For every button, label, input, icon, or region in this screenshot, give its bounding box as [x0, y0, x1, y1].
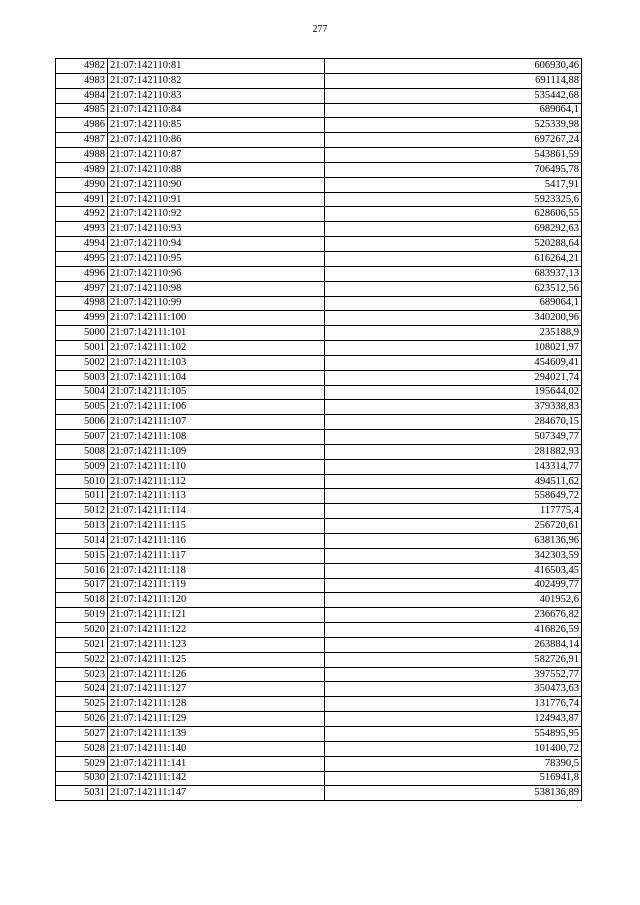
cadastral-number-cell: 21:07:142111:114 [108, 504, 325, 519]
value-cell: 108021,97 [325, 341, 582, 356]
cadastral-number-cell: 21:07:142111:101 [108, 326, 325, 341]
table-row [56, 88, 582, 103]
cadastral-number-cell: 21:07:142111:108 [108, 430, 325, 445]
cadastral-number-cell: 21:07:142110:88 [108, 162, 325, 177]
row-number-cell: 4999 [56, 311, 108, 326]
table-row [56, 296, 582, 311]
row-number-cell: 4994 [56, 237, 108, 252]
row-number-cell: 4992 [56, 207, 108, 222]
cadastral-number-cell: 21:07:142111:121 [108, 608, 325, 623]
value-cell: 416826,59 [325, 623, 582, 638]
row-number-cell: 4996 [56, 266, 108, 281]
table-row [56, 534, 582, 549]
row-number-cell: 5021 [56, 637, 108, 652]
cadastral-number-cell: 21:07:142110:91 [108, 192, 325, 207]
value-cell: 628606,55 [325, 207, 582, 222]
row-number-cell: 4990 [56, 177, 108, 192]
row-number-cell: 5030 [56, 771, 108, 786]
row-number-cell: 4995 [56, 251, 108, 266]
value-cell: 535442,68 [325, 88, 582, 103]
row-number-cell: 5026 [56, 712, 108, 727]
value-cell: 124943,87 [325, 712, 582, 727]
table-row [56, 415, 582, 430]
value-cell: 256720,61 [325, 519, 582, 534]
row-number-cell: 4987 [56, 133, 108, 148]
table-row [56, 697, 582, 712]
table-row [56, 59, 582, 74]
value-cell: 525339,98 [325, 118, 582, 133]
value-cell: 507349,77 [325, 430, 582, 445]
value-cell: 554895,95 [325, 726, 582, 741]
row-number-cell: 4997 [56, 281, 108, 296]
cadastral-number-cell: 21:07:142110:87 [108, 148, 325, 163]
cadastral-number-cell: 21:07:142111:115 [108, 519, 325, 534]
row-number-cell: 5010 [56, 474, 108, 489]
row-number-cell: 5001 [56, 341, 108, 356]
table-row [56, 593, 582, 608]
value-cell: 350473,63 [325, 682, 582, 697]
value-cell: 706495,78 [325, 162, 582, 177]
cadastral-number-cell: 21:07:142111:140 [108, 741, 325, 756]
row-number-cell: 5016 [56, 563, 108, 578]
cadastral-number-cell: 21:07:142111:119 [108, 578, 325, 593]
cadastral-number-cell: 21:07:142111:122 [108, 623, 325, 638]
cadastral-number-cell: 21:07:142111:141 [108, 756, 325, 771]
value-cell: 582726,91 [325, 652, 582, 667]
cadastral-number-cell: 21:07:142111:106 [108, 400, 325, 415]
cadastral-number-cell: 21:07:142110:92 [108, 207, 325, 222]
table-row [56, 207, 582, 222]
value-cell: 454609,41 [325, 355, 582, 370]
value-cell: 683937,13 [325, 266, 582, 281]
cadastral-number-cell: 21:07:142111:113 [108, 489, 325, 504]
row-number-cell: 5002 [56, 355, 108, 370]
table-row [56, 237, 582, 252]
value-cell: 294021,74 [325, 370, 582, 385]
table-row [56, 771, 582, 786]
table-row [56, 400, 582, 415]
row-number-cell: 5014 [56, 534, 108, 549]
table-row [56, 311, 582, 326]
cadastral-number-cell: 21:07:142110:81 [108, 59, 325, 74]
row-number-cell: 5022 [56, 652, 108, 667]
table-row [56, 341, 582, 356]
value-cell: 143314,77 [325, 459, 582, 474]
value-cell: 131776,74 [325, 697, 582, 712]
cadastral-number-cell: 21:07:142111:104 [108, 370, 325, 385]
table-row [56, 222, 582, 237]
cadastral-number-cell: 21:07:142111:127 [108, 682, 325, 697]
cadastral-number-cell: 21:07:142111:139 [108, 726, 325, 741]
row-number-cell: 4985 [56, 103, 108, 118]
row-number-cell: 5018 [56, 593, 108, 608]
cadastral-number-cell: 21:07:142110:96 [108, 266, 325, 281]
table-row [56, 430, 582, 445]
value-cell: 520288,64 [325, 237, 582, 252]
cadastral-number-cell: 21:07:142111:147 [108, 786, 325, 801]
row-number-cell: 5003 [56, 370, 108, 385]
table-row [56, 756, 582, 771]
row-number-cell: 5008 [56, 444, 108, 459]
value-cell: 401952,6 [325, 593, 582, 608]
value-cell: 606930,46 [325, 59, 582, 74]
value-cell: 543861,59 [325, 148, 582, 163]
value-cell: 235188,9 [325, 326, 582, 341]
table-row [56, 563, 582, 578]
cadastral-number-cell: 21:07:142111:126 [108, 667, 325, 682]
cadastral-number-cell: 21:07:142110:83 [108, 88, 325, 103]
cadastral-number-cell: 21:07:142111:128 [108, 697, 325, 712]
row-number-cell: 5025 [56, 697, 108, 712]
cadastral-number-cell: 21:07:142110:84 [108, 103, 325, 118]
table-row [56, 489, 582, 504]
value-cell: 5417,91 [325, 177, 582, 192]
cadastral-number-cell: 21:07:142111:109 [108, 444, 325, 459]
cadastral-number-cell: 21:07:142111:120 [108, 593, 325, 608]
page-number: 277 [312, 24, 328, 35]
cadastral-number-cell: 21:07:142110:98 [108, 281, 325, 296]
row-number-cell: 5015 [56, 548, 108, 563]
value-cell: 281882,93 [325, 444, 582, 459]
table-row [56, 73, 582, 88]
value-cell: 638136,96 [325, 534, 582, 549]
row-number-cell: 5004 [56, 385, 108, 400]
value-cell: 340200,96 [325, 311, 582, 326]
cadastral-number-cell: 21:07:142110:85 [108, 118, 325, 133]
table-body [56, 59, 582, 801]
value-cell: 516941,8 [325, 771, 582, 786]
value-cell: 623512,56 [325, 281, 582, 296]
row-number-cell: 5013 [56, 519, 108, 534]
table-row [56, 148, 582, 163]
value-cell: 616264,21 [325, 251, 582, 266]
value-cell: 342303,59 [325, 548, 582, 563]
value-cell: 379338,83 [325, 400, 582, 415]
table-row [56, 608, 582, 623]
value-cell: 689064,1 [325, 296, 582, 311]
value-cell: 689064,1 [325, 103, 582, 118]
row-number-cell: 5028 [56, 741, 108, 756]
row-number-cell: 5019 [56, 608, 108, 623]
table-row [56, 474, 582, 489]
table-row [56, 667, 582, 682]
row-number-cell: 5000 [56, 326, 108, 341]
table-row [56, 281, 582, 296]
cadastral-number-cell: 21:07:142111:112 [108, 474, 325, 489]
value-cell: 284670,15 [325, 415, 582, 430]
table-row [56, 459, 582, 474]
row-number-cell: 5029 [56, 756, 108, 771]
value-cell: 263884,14 [325, 637, 582, 652]
table-row [56, 177, 582, 192]
table-row [56, 504, 582, 519]
value-cell: 397552,77 [325, 667, 582, 682]
row-number-cell: 5017 [56, 578, 108, 593]
cadastral-number-cell: 21:07:142111:103 [108, 355, 325, 370]
table-row [56, 355, 582, 370]
row-number-cell: 5012 [56, 504, 108, 519]
table-row [56, 623, 582, 638]
row-number-cell: 4986 [56, 118, 108, 133]
row-number-cell: 5007 [56, 430, 108, 445]
table-row [56, 103, 582, 118]
table-row [56, 548, 582, 563]
value-cell: 698292,63 [325, 222, 582, 237]
value-cell: 538136,89 [325, 786, 582, 801]
value-cell: 78390,5 [325, 756, 582, 771]
row-number-cell: 4989 [56, 162, 108, 177]
row-number-cell: 5020 [56, 623, 108, 638]
table-row [56, 385, 582, 400]
table-row [56, 370, 582, 385]
row-number-cell: 5005 [56, 400, 108, 415]
cadastral-number-cell: 21:07:142110:86 [108, 133, 325, 148]
row-number-cell: 4982 [56, 59, 108, 74]
cadastral-number-cell: 21:07:142110:94 [108, 237, 325, 252]
row-number-cell: 5006 [56, 415, 108, 430]
row-number-cell: 4991 [56, 192, 108, 207]
value-cell: 697267,24 [325, 133, 582, 148]
table-row [56, 118, 582, 133]
cadastral-number-cell: 21:07:142111:116 [108, 534, 325, 549]
value-cell: 691114,88 [325, 73, 582, 88]
row-number-cell: 4993 [56, 222, 108, 237]
row-number-cell: 4984 [56, 88, 108, 103]
row-number-cell: 4983 [56, 73, 108, 88]
cadastral-number-cell: 21:07:142111:110 [108, 459, 325, 474]
value-cell: 195644,02 [325, 385, 582, 400]
table-row [56, 133, 582, 148]
cadastral-number-cell: 21:07:142111:123 [108, 637, 325, 652]
row-number-cell: 5024 [56, 682, 108, 697]
value-cell: 5923325,6 [325, 192, 582, 207]
row-number-cell: 4998 [56, 296, 108, 311]
table-row [56, 266, 582, 281]
data-table [55, 58, 582, 801]
value-cell: 117775,4 [325, 504, 582, 519]
table-row [56, 326, 582, 341]
table-row [56, 682, 582, 697]
table-row [56, 578, 582, 593]
row-number-cell: 5031 [56, 786, 108, 801]
table-row [56, 192, 582, 207]
cadastral-number-cell: 21:07:142111:100 [108, 311, 325, 326]
cadastral-number-cell: 21:07:142111:117 [108, 548, 325, 563]
table-row [56, 741, 582, 756]
cadastral-number-cell: 21:07:142111:142 [108, 771, 325, 786]
table-row [56, 726, 582, 741]
cadastral-number-cell: 21:07:142110:90 [108, 177, 325, 192]
cadastral-number-cell: 21:07:142111:129 [108, 712, 325, 727]
table-row [56, 712, 582, 727]
row-number-cell: 5009 [56, 459, 108, 474]
value-cell: 416503,45 [325, 563, 582, 578]
cadastral-number-cell: 21:07:142110:82 [108, 73, 325, 88]
cadastral-number-cell: 21:07:142110:93 [108, 222, 325, 237]
table-row [56, 519, 582, 534]
cadastral-number-cell: 21:07:142111:125 [108, 652, 325, 667]
value-cell: 236676,82 [325, 608, 582, 623]
cadastral-number-cell: 21:07:142110:99 [108, 296, 325, 311]
cadastral-number-cell: 21:07:142111:102 [108, 341, 325, 356]
value-cell: 402499,77 [325, 578, 582, 593]
table-row [56, 652, 582, 667]
value-cell: 558649,72 [325, 489, 582, 504]
table-row [56, 162, 582, 177]
table-row [56, 444, 582, 459]
row-number-cell: 5023 [56, 667, 108, 682]
cadastral-number-cell: 21:07:142111:118 [108, 563, 325, 578]
table-row [56, 786, 582, 801]
table-row [56, 251, 582, 266]
cadastral-number-cell: 21:07:142111:107 [108, 415, 325, 430]
table-row [56, 637, 582, 652]
cadastral-number-cell: 21:07:142110:95 [108, 251, 325, 266]
row-number-cell: 5011 [56, 489, 108, 504]
value-cell: 494511,62 [325, 474, 582, 489]
value-cell: 101400,72 [325, 741, 582, 756]
cadastral-number-cell: 21:07:142111:105 [108, 385, 325, 400]
row-number-cell: 4988 [56, 148, 108, 163]
row-number-cell: 5027 [56, 726, 108, 741]
